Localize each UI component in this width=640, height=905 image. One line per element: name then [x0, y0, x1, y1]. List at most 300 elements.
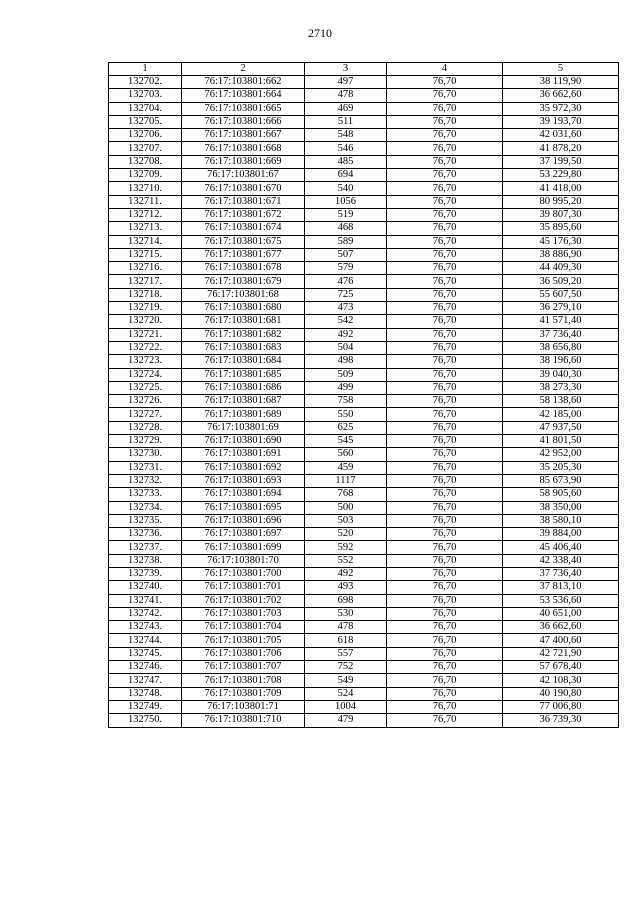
table-row [109, 355, 619, 368]
amount-cell: 38 196,60 [503, 355, 619, 368]
table-row [109, 408, 619, 421]
rate-cell: 76,70 [387, 315, 503, 328]
area-cell: 579 [305, 262, 387, 275]
table-row [109, 395, 619, 408]
cadastral-number-cell: 76:17:103801:710 [182, 714, 305, 727]
amount-cell: 45 176,30 [503, 235, 619, 248]
rate-cell: 76,70 [387, 435, 503, 448]
cadastral-number-cell: 76:17:103801:683 [182, 341, 305, 354]
table-row [109, 142, 619, 155]
amount-cell: 36 662,60 [503, 89, 619, 102]
table-row [109, 341, 619, 354]
row-number-cell: 132711. [109, 195, 182, 208]
area-cell: 752 [305, 661, 387, 674]
column-header: 1 [109, 63, 182, 76]
row-number-cell: 132729. [109, 435, 182, 448]
table-row [109, 328, 619, 341]
table-body [109, 76, 619, 728]
row-number-cell: 132750. [109, 714, 182, 727]
cadastral-number-cell: 76:17:103801:700 [182, 567, 305, 580]
amount-cell: 35 205,30 [503, 461, 619, 474]
cadastral-number-cell: 76:17:103801:68 [182, 288, 305, 301]
rate-cell: 76,70 [387, 102, 503, 115]
table-row [109, 714, 619, 727]
amount-cell: 37 813,10 [503, 581, 619, 594]
area-cell: 557 [305, 647, 387, 660]
cadastral-number-cell: 76:17:103801:707 [182, 661, 305, 674]
table-row [109, 102, 619, 115]
rate-cell: 76,70 [387, 607, 503, 620]
table-row [109, 674, 619, 687]
rate-cell: 76,70 [387, 115, 503, 128]
area-cell: 485 [305, 155, 387, 168]
amount-cell: 35 895,60 [503, 222, 619, 235]
area-cell: 468 [305, 222, 387, 235]
table-row [109, 514, 619, 527]
table-row [109, 208, 619, 221]
area-cell: 504 [305, 341, 387, 354]
area-cell: 520 [305, 528, 387, 541]
table-row [109, 448, 619, 461]
cadastral-number-cell: 76:17:103801:71 [182, 700, 305, 713]
rate-cell: 76,70 [387, 235, 503, 248]
row-number-cell: 132704. [109, 102, 182, 115]
area-cell: 548 [305, 129, 387, 142]
data-table [108, 62, 619, 728]
row-number-cell: 132747. [109, 674, 182, 687]
amount-cell: 41 418,00 [503, 182, 619, 195]
amount-cell: 77 006,80 [503, 700, 619, 713]
rate-cell: 76,70 [387, 288, 503, 301]
amount-cell: 38 119,90 [503, 76, 619, 89]
amount-cell: 38 656,80 [503, 341, 619, 354]
table-row [109, 182, 619, 195]
row-number-cell: 132730. [109, 448, 182, 461]
cadastral-number-cell: 76:17:103801:686 [182, 381, 305, 394]
rate-cell: 76,70 [387, 155, 503, 168]
cadastral-number-cell: 76:17:103801:681 [182, 315, 305, 328]
rate-cell: 76,70 [387, 262, 503, 275]
row-number-cell: 132725. [109, 381, 182, 394]
amount-cell: 35 972,30 [503, 102, 619, 115]
area-cell: 479 [305, 714, 387, 727]
rate-cell: 76,70 [387, 275, 503, 288]
amount-cell: 47 400,60 [503, 634, 619, 647]
row-number-cell: 132737. [109, 541, 182, 554]
row-number-cell: 132706. [109, 129, 182, 142]
cadastral-number-cell: 76:17:103801:702 [182, 594, 305, 607]
amount-cell: 42 108,30 [503, 674, 619, 687]
row-number-cell: 132719. [109, 302, 182, 315]
area-cell: 546 [305, 142, 387, 155]
amount-cell: 39 807,30 [503, 208, 619, 221]
table-row [109, 461, 619, 474]
row-number-cell: 132746. [109, 661, 182, 674]
table-row [109, 248, 619, 261]
area-cell: 498 [305, 355, 387, 368]
table-row [109, 554, 619, 567]
table-row [109, 262, 619, 275]
cadastral-number-cell: 76:17:103801:689 [182, 408, 305, 421]
row-number-cell: 132723. [109, 355, 182, 368]
cadastral-number-cell: 76:17:103801:705 [182, 634, 305, 647]
cadastral-number-cell: 76:17:103801:662 [182, 76, 305, 89]
row-number-cell: 132707. [109, 142, 182, 155]
table-row [109, 275, 619, 288]
area-cell: 503 [305, 514, 387, 527]
rate-cell: 76,70 [387, 368, 503, 381]
area-cell: 725 [305, 288, 387, 301]
table-row [109, 381, 619, 394]
table-row [109, 621, 619, 634]
table-row [109, 474, 619, 487]
area-cell: 509 [305, 368, 387, 381]
amount-cell: 53 229,80 [503, 169, 619, 182]
cadastral-number-cell: 76:17:103801:671 [182, 195, 305, 208]
row-number-cell: 132742. [109, 607, 182, 620]
amount-cell: 40 651,00 [503, 607, 619, 620]
rate-cell: 76,70 [387, 567, 503, 580]
row-number-cell: 132749. [109, 700, 182, 713]
row-number-cell: 132735. [109, 514, 182, 527]
rate-cell: 76,70 [387, 182, 503, 195]
cadastral-number-cell: 76:17:103801:685 [182, 368, 305, 381]
area-cell: 550 [305, 408, 387, 421]
cadastral-number-cell: 76:17:103801:692 [182, 461, 305, 474]
row-number-cell: 132738. [109, 554, 182, 567]
area-cell: 469 [305, 102, 387, 115]
rate-cell: 76,70 [387, 541, 503, 554]
table-row [109, 421, 619, 434]
cadastral-number-cell: 76:17:103801:695 [182, 501, 305, 514]
row-number-cell: 132705. [109, 115, 182, 128]
area-cell: 519 [305, 208, 387, 221]
area-cell: 524 [305, 687, 387, 700]
cadastral-number-cell: 76:17:103801:69 [182, 421, 305, 434]
amount-cell: 42 338,40 [503, 554, 619, 567]
table-row [109, 302, 619, 315]
table-row [109, 607, 619, 620]
area-cell: 530 [305, 607, 387, 620]
rate-cell: 76,70 [387, 647, 503, 660]
amount-cell: 37 736,40 [503, 567, 619, 580]
rate-cell: 76,70 [387, 634, 503, 647]
rate-cell: 76,70 [387, 195, 503, 208]
area-cell: 592 [305, 541, 387, 554]
amount-cell: 39 884,00 [503, 528, 619, 541]
area-cell: 459 [305, 461, 387, 474]
cadastral-number-cell: 76:17:103801:678 [182, 262, 305, 275]
column-header: 2 [182, 63, 305, 76]
rate-cell: 76,70 [387, 674, 503, 687]
row-number-cell: 132731. [109, 461, 182, 474]
area-cell: 1056 [305, 195, 387, 208]
table-row [109, 115, 619, 128]
cadastral-number-cell: 76:17:103801:701 [182, 581, 305, 594]
row-number-cell: 132744. [109, 634, 182, 647]
row-number-cell: 132714. [109, 235, 182, 248]
cadastral-number-cell: 76:17:103801:682 [182, 328, 305, 341]
cadastral-number-cell: 76:17:103801:706 [182, 647, 305, 660]
rate-cell: 76,70 [387, 142, 503, 155]
rate-cell: 76,70 [387, 687, 503, 700]
rate-cell: 76,70 [387, 89, 503, 102]
area-cell: 478 [305, 89, 387, 102]
amount-cell: 55 607,50 [503, 288, 619, 301]
area-cell: 511 [305, 115, 387, 128]
area-cell: 492 [305, 567, 387, 580]
cadastral-number-cell: 76:17:103801:679 [182, 275, 305, 288]
rate-cell: 76,70 [387, 248, 503, 261]
cadastral-number-cell: 76:17:103801:664 [182, 89, 305, 102]
amount-cell: 44 409,30 [503, 262, 619, 275]
cadastral-number-cell: 76:17:103801:694 [182, 488, 305, 501]
table-row [109, 222, 619, 235]
column-header: 3 [305, 63, 387, 76]
row-number-cell: 132713. [109, 222, 182, 235]
table-row [109, 594, 619, 607]
amount-cell: 42 721,90 [503, 647, 619, 660]
row-number-cell: 132739. [109, 567, 182, 580]
rate-cell: 76,70 [387, 661, 503, 674]
row-number-cell: 132732. [109, 474, 182, 487]
page-number: 2710 [308, 26, 332, 40]
area-cell: 1004 [305, 700, 387, 713]
rate-cell: 76,70 [387, 581, 503, 594]
row-number-cell: 132728. [109, 421, 182, 434]
rate-cell: 76,70 [387, 621, 503, 634]
row-number-cell: 132740. [109, 581, 182, 594]
table-row [109, 647, 619, 660]
cadastral-number-cell: 76:17:103801:67 [182, 169, 305, 182]
table-row [109, 169, 619, 182]
row-number-cell: 132724. [109, 368, 182, 381]
table-row [109, 634, 619, 647]
table-row [109, 155, 619, 168]
table-row [109, 435, 619, 448]
cadastral-number-cell: 76:17:103801:693 [182, 474, 305, 487]
row-number-cell: 132727. [109, 408, 182, 421]
area-cell: 694 [305, 169, 387, 182]
area-cell: 1117 [305, 474, 387, 487]
rate-cell: 76,70 [387, 395, 503, 408]
table-row [109, 235, 619, 248]
cadastral-number-cell: 76:17:103801:70 [182, 554, 305, 567]
amount-cell: 42 185,00 [503, 408, 619, 421]
amount-cell: 53 536,60 [503, 594, 619, 607]
row-number-cell: 132736. [109, 528, 182, 541]
row-number-cell: 132726. [109, 395, 182, 408]
rate-cell: 76,70 [387, 514, 503, 527]
amount-cell: 85 673,90 [503, 474, 619, 487]
rate-cell: 76,70 [387, 474, 503, 487]
table-row [109, 315, 619, 328]
table-row [109, 541, 619, 554]
row-number-cell: 132716. [109, 262, 182, 275]
area-cell: 540 [305, 182, 387, 195]
table-row [109, 76, 619, 89]
area-cell: 542 [305, 315, 387, 328]
cadastral-number-cell: 76:17:103801:675 [182, 235, 305, 248]
amount-cell: 38 580,10 [503, 514, 619, 527]
area-cell: 545 [305, 435, 387, 448]
rate-cell: 76,70 [387, 488, 503, 501]
cadastral-number-cell: 76:17:103801:665 [182, 102, 305, 115]
row-number-cell: 132710. [109, 182, 182, 195]
cadastral-number-cell: 76:17:103801:709 [182, 687, 305, 700]
area-cell: 625 [305, 421, 387, 434]
table-row [109, 581, 619, 594]
amount-cell: 58 138,60 [503, 395, 619, 408]
rate-cell: 76,70 [387, 461, 503, 474]
rate-cell: 76,70 [387, 528, 503, 541]
row-number-cell: 132734. [109, 501, 182, 514]
row-number-cell: 132718. [109, 288, 182, 301]
rate-cell: 76,70 [387, 448, 503, 461]
rate-cell: 76,70 [387, 76, 503, 89]
rate-cell: 76,70 [387, 355, 503, 368]
table-row [109, 129, 619, 142]
area-cell: 768 [305, 488, 387, 501]
table-row [109, 528, 619, 541]
rate-cell: 76,70 [387, 714, 503, 727]
cadastral-number-cell: 76:17:103801:669 [182, 155, 305, 168]
cadastral-number-cell: 76:17:103801:687 [182, 395, 305, 408]
amount-cell: 41 571,40 [503, 315, 619, 328]
amount-cell: 58 905,60 [503, 488, 619, 501]
cadastral-number-cell: 76:17:103801:680 [182, 302, 305, 315]
row-number-cell: 132722. [109, 341, 182, 354]
row-number-cell: 132720. [109, 315, 182, 328]
amount-cell: 37 736,40 [503, 328, 619, 341]
amount-cell: 80 995,20 [503, 195, 619, 208]
amount-cell: 47 937,50 [503, 421, 619, 434]
amount-cell: 41 801,50 [503, 435, 619, 448]
area-cell: 499 [305, 381, 387, 394]
rate-cell: 76,70 [387, 700, 503, 713]
amount-cell: 57 678,40 [503, 661, 619, 674]
row-number-cell: 132715. [109, 248, 182, 261]
cadastral-number-cell: 76:17:103801:668 [182, 142, 305, 155]
table-row [109, 661, 619, 674]
row-number-cell: 132717. [109, 275, 182, 288]
cadastral-number-cell: 76:17:103801:691 [182, 448, 305, 461]
row-number-cell: 132721. [109, 328, 182, 341]
amount-cell: 42 952,00 [503, 448, 619, 461]
cadastral-number-cell: 76:17:103801:696 [182, 514, 305, 527]
amount-cell: 40 190,80 [503, 687, 619, 700]
amount-cell: 45 406,40 [503, 541, 619, 554]
cadastral-number-cell: 76:17:103801:670 [182, 182, 305, 195]
rate-cell: 76,70 [387, 328, 503, 341]
rate-cell: 76,70 [387, 554, 503, 567]
row-number-cell: 132748. [109, 687, 182, 700]
rate-cell: 76,70 [387, 501, 503, 514]
row-number-cell: 132712. [109, 208, 182, 221]
area-cell: 758 [305, 395, 387, 408]
table-row [109, 488, 619, 501]
row-number-cell: 132703. [109, 89, 182, 102]
cadastral-number-cell: 76:17:103801:699 [182, 541, 305, 554]
area-cell: 497 [305, 76, 387, 89]
area-cell: 476 [305, 275, 387, 288]
area-cell: 560 [305, 448, 387, 461]
rate-cell: 76,70 [387, 594, 503, 607]
area-cell: 492 [305, 328, 387, 341]
rate-cell: 76,70 [387, 421, 503, 434]
row-number-cell: 132733. [109, 488, 182, 501]
rate-cell: 76,70 [387, 302, 503, 315]
cadastral-number-cell: 76:17:103801:677 [182, 248, 305, 261]
amount-cell: 38 273,30 [503, 381, 619, 394]
table-row [109, 687, 619, 700]
cadastral-number-cell: 76:17:103801:704 [182, 621, 305, 634]
amount-cell: 37 199,50 [503, 155, 619, 168]
row-number-cell: 132745. [109, 647, 182, 660]
rate-cell: 76,70 [387, 408, 503, 421]
cadastral-number-cell: 76:17:103801:697 [182, 528, 305, 541]
rate-cell: 76,70 [387, 208, 503, 221]
area-cell: 552 [305, 554, 387, 567]
table-row [109, 700, 619, 713]
area-cell: 507 [305, 248, 387, 261]
cadastral-number-cell: 76:17:103801:672 [182, 208, 305, 221]
table-row [109, 368, 619, 381]
area-cell: 473 [305, 302, 387, 315]
rate-cell: 76,70 [387, 381, 503, 394]
table-row [109, 501, 619, 514]
rate-cell: 76,70 [387, 129, 503, 142]
area-cell: 698 [305, 594, 387, 607]
rate-cell: 76,70 [387, 169, 503, 182]
area-cell: 500 [305, 501, 387, 514]
area-cell: 493 [305, 581, 387, 594]
amount-cell: 41 878,20 [503, 142, 619, 155]
cadastral-number-cell: 76:17:103801:674 [182, 222, 305, 235]
row-number-cell: 132741. [109, 594, 182, 607]
rate-cell: 76,70 [387, 341, 503, 354]
amount-cell: 38 350,00 [503, 501, 619, 514]
cadastral-number-cell: 76:17:103801:666 [182, 115, 305, 128]
cadastral-number-cell: 76:17:103801:690 [182, 435, 305, 448]
table-header-row [109, 63, 619, 76]
amount-cell: 36 739,30 [503, 714, 619, 727]
table-row [109, 89, 619, 102]
area-cell: 549 [305, 674, 387, 687]
cadastral-number-cell: 76:17:103801:703 [182, 607, 305, 620]
rate-cell: 76,70 [387, 222, 503, 235]
amount-cell: 42 031,60 [503, 129, 619, 142]
amount-cell: 36 662,60 [503, 621, 619, 634]
area-cell: 589 [305, 235, 387, 248]
amount-cell: 36 279,10 [503, 302, 619, 315]
cadastral-number-cell: 76:17:103801:667 [182, 129, 305, 142]
table-row [109, 195, 619, 208]
row-number-cell: 132709. [109, 169, 182, 182]
table-row [109, 288, 619, 301]
area-cell: 618 [305, 634, 387, 647]
area-cell: 478 [305, 621, 387, 634]
row-number-cell: 132708. [109, 155, 182, 168]
table-row [109, 567, 619, 580]
amount-cell: 36 509,20 [503, 275, 619, 288]
row-number-cell: 132702. [109, 76, 182, 89]
amount-cell: 39 040,30 [503, 368, 619, 381]
row-number-cell: 132743. [109, 621, 182, 634]
column-header: 4 [387, 63, 503, 76]
amount-cell: 39 193,70 [503, 115, 619, 128]
column-header: 5 [503, 63, 619, 76]
